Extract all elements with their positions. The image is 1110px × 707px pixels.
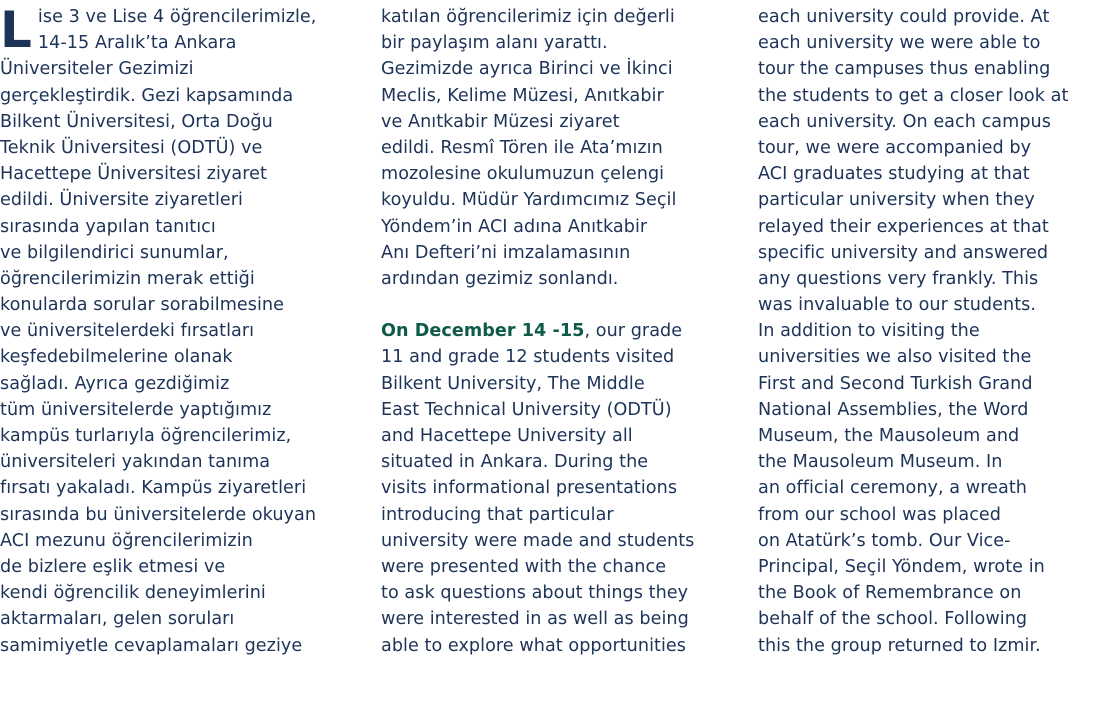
text-line: 11 and grade 12 students visited bbox=[381, 347, 675, 368]
text-line: were interested in as well as being bbox=[381, 609, 689, 630]
text-line: on Atatürk’s tomb. Our Vice- bbox=[758, 530, 1011, 551]
text-line: mozolesine okulumuzun çelengi bbox=[381, 164, 665, 185]
text-line: Hacettepe Üniversitesi ziyaret bbox=[0, 164, 267, 185]
text-line: üniversiteleri yakından tanıma bbox=[0, 452, 271, 473]
text-line: university were made and students bbox=[381, 530, 695, 551]
text-line: universities we also visited the bbox=[758, 347, 1032, 368]
text-line: specific university and answered bbox=[758, 242, 1049, 263]
text-line: ACI graduates studying at that bbox=[758, 164, 1030, 185]
column-english bbox=[758, 4, 1068, 659]
text-line: edildi. Üniversite ziyaretleri bbox=[0, 190, 243, 211]
text-line: tour the campuses thus enabling bbox=[758, 59, 1051, 80]
text-line: samimiyetle cevaplamaları geziye bbox=[0, 635, 303, 656]
text-line: de bizlere eşlik etmesi ve bbox=[0, 556, 226, 577]
drop-cap: L bbox=[0, 1, 32, 59]
text-line: kendi öğrencilik deneyimlerini bbox=[0, 583, 266, 604]
text-line: relayed their experiences at that bbox=[758, 216, 1049, 237]
text-line: bir paylaşım alanı yarattı. bbox=[381, 33, 608, 54]
text-line: and Hacettepe University all bbox=[381, 426, 633, 446]
lead-date: On December 14 -15 bbox=[381, 321, 585, 342]
text-line: First and Second Turkish Grand bbox=[758, 373, 1033, 394]
text-line: öğrencilerimizin merak ettiği bbox=[0, 268, 255, 289]
text-line: konularda sorular sorabilmesine bbox=[0, 295, 285, 316]
text-line: this the group returned to Izmir. bbox=[758, 635, 1041, 656]
text-line: National Assemblies, the Word bbox=[758, 399, 1029, 420]
text-line: Yöndem’in ACI adına Anıtkabir bbox=[381, 216, 648, 237]
text-line: ardından gezimiz sonlandı. bbox=[381, 268, 619, 289]
text-line: ve bilgilendirici sunumlar, bbox=[0, 242, 229, 263]
text-line: 14-15 Aralık’ta Ankara bbox=[37, 33, 237, 54]
text-line: East Technical University (ODTÜ) bbox=[381, 399, 672, 420]
text-line: particular university when they bbox=[758, 190, 1035, 211]
text-line: fırsatı yakaladı. Kampüs ziyaretleri bbox=[0, 478, 307, 499]
text-line: introducing that particular bbox=[381, 504, 614, 525]
text-line: each university we were able to bbox=[758, 33, 1041, 54]
text-line: koyuldu. Müdür Yardımcımız Seçil bbox=[381, 190, 677, 211]
text-line: kampüs turlarıyla öğrencilerimiz, bbox=[0, 426, 292, 446]
text-line: In addition to visiting the bbox=[758, 321, 980, 342]
column-turkish bbox=[0, 1, 317, 659]
lead-line bbox=[381, 318, 694, 344]
text-line: Teknik Üniversitesi (ODTÜ) ve bbox=[0, 137, 263, 158]
text-line: each university could provide. At bbox=[758, 7, 1050, 27]
text-line: the students to get a closer look at bbox=[758, 85, 1069, 106]
text-line: were presented with the chance bbox=[381, 556, 667, 577]
text-line: aktarmaları, gelen soruları bbox=[0, 609, 235, 630]
text-line: ve Anıtkabir Müzesi ziyaret bbox=[381, 111, 620, 132]
text-line: Anı Defteri’ni imzalamasının bbox=[381, 242, 631, 263]
text-line: tüm üniversitelerde yaptığımız bbox=[0, 399, 272, 420]
text-line: gerçekleştirdik. Gezi kapsamında bbox=[0, 85, 294, 106]
text-line: each university. On each campus bbox=[758, 111, 1051, 132]
text-line: the Book of Remembrance on bbox=[758, 583, 1022, 604]
text-line: katılan öğrencilerimiz için değerli bbox=[381, 7, 675, 27]
text-line: Principal, Seçil Yöndem, wrote in bbox=[758, 556, 1045, 577]
text-line: ise 3 ve Lise 4 öğrencilerimizle, bbox=[37, 7, 317, 27]
text-line: Üniversiteler Gezimizi bbox=[0, 59, 194, 80]
text-line: situated in Ankara. During the bbox=[381, 452, 649, 473]
text-line: ve üniversitelerdeki fırsatları bbox=[0, 321, 255, 342]
text-line: sırasında bu üniversitelerde okuyan bbox=[0, 504, 317, 525]
text-line: Bilkent Üniversitesi, Orta Doğu bbox=[0, 111, 273, 132]
text-line: behalf of the school. Following bbox=[758, 609, 1028, 630]
text-line: an official ceremony, a wreath bbox=[758, 478, 1027, 499]
text-line: edildi. Resmî Tören ile Ata’mızın bbox=[381, 137, 663, 158]
text-line: sırasında yapılan tanıtıcı bbox=[0, 216, 216, 237]
text-line: from our school was placed bbox=[758, 504, 1002, 525]
lead-rest: , our grade bbox=[584, 321, 683, 342]
text-line: to ask questions about things they bbox=[381, 583, 689, 604]
text-line: ACI mezunu öğrencilerimizin bbox=[0, 530, 253, 551]
paragraph-gap bbox=[381, 292, 694, 318]
text-line: sağladı. Ayrıca gezdiğimiz bbox=[0, 373, 230, 394]
text-line: Meclis, Kelime Müzesi, Anıtkabir bbox=[381, 85, 664, 106]
text-line: keşfedebilmelerine olanak bbox=[0, 347, 233, 368]
text-line: able to explore what opportunities bbox=[381, 635, 686, 656]
text-line: visits informational presentations bbox=[381, 478, 678, 499]
text-line: was invaluable to our students. bbox=[758, 295, 1037, 316]
text-line: any questions very frankly. This bbox=[758, 268, 1039, 289]
text-line: Bilkent University, The Middle bbox=[381, 373, 645, 394]
text-line: the Mausoleum Museum. In bbox=[758, 452, 1003, 473]
text-line: tour, we were accompanied by bbox=[758, 137, 1032, 158]
column-turkish-english bbox=[381, 4, 694, 659]
text-line: Museum, the Mausoleum and bbox=[758, 426, 1020, 446]
text-line: Gezimizde ayrıca Birinci ve İkinci bbox=[381, 59, 673, 80]
